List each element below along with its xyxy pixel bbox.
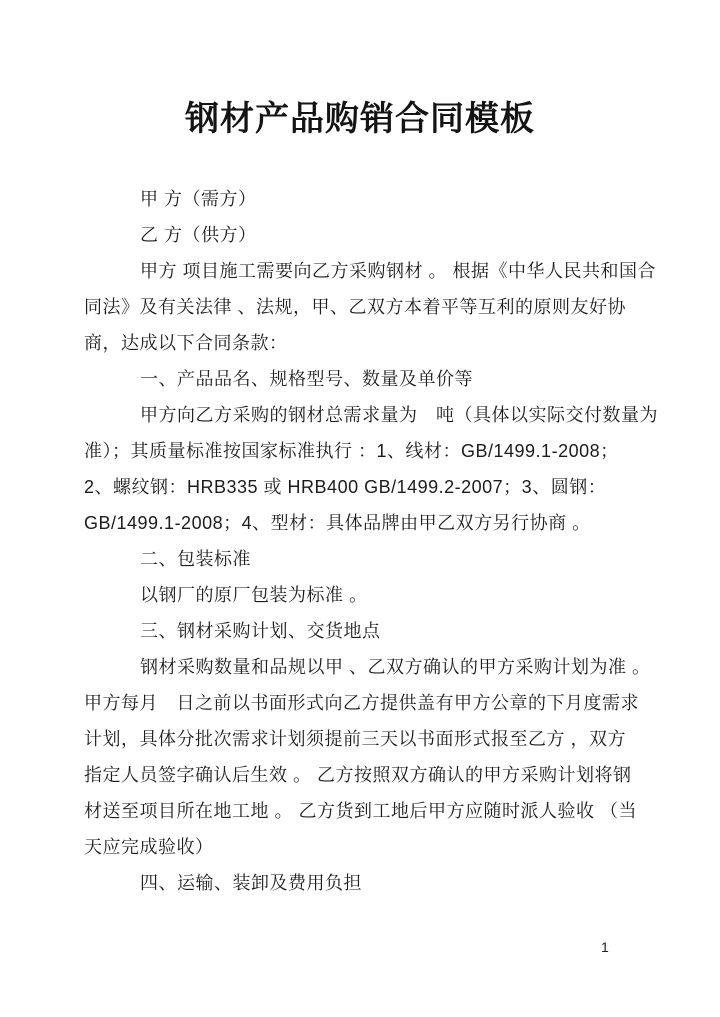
text-line: 指定人员签字确认后生效 。 乙方按照双方确认的甲方采购计划将钢 — [84, 765, 632, 785]
party-a-line — [84, 181, 654, 217]
clause-1-body — [84, 397, 658, 541]
clause-4-heading — [84, 865, 654, 901]
document-body — [84, 181, 658, 901]
text-line: 同法》及有关法律 、法规，甲、乙双方本着平等互利的原则友好协 — [84, 297, 626, 317]
text-line: 钢材采购数量和品规以甲 、乙双方确认的甲方采购计划为准 。 — [140, 657, 651, 677]
document-title: 钢材产品购销合同模板 — [185, 100, 535, 138]
preamble — [84, 253, 657, 361]
text-line: GB/1499.1-2008；4、型材：具体品牌由甲乙双方另行协商 。 — [84, 513, 591, 533]
text-line: 四、运输、装卸及费用负担 — [140, 873, 362, 893]
text-line: 甲方每月 日之前以书面形式向乙方提供盖有甲方公章的下月度需求 — [84, 693, 639, 713]
text-line: 乙 方（供方） — [140, 225, 257, 245]
text-line: 2、螺纹钢：HRB335 或 HRB400 GB/1499.2-2007；3、圆钢： — [84, 477, 607, 497]
text-line: 材送至项目所在地工地 。 乙方货到工地后甲方应随时派人验收 （当 — [84, 801, 637, 821]
text-line: 以钢厂的原厂包装为标准 。 — [140, 585, 368, 605]
clause-2-body — [84, 577, 654, 613]
text-line: 准）；其质量标准按国家标准执行 ：1、线材：GB/1499.1-2008； — [84, 441, 619, 461]
text-line: 天应完成验收） — [84, 837, 214, 857]
clause-3-body — [84, 649, 654, 865]
text-line: 一、产品品名、规格型号、数量及单价等 — [140, 369, 473, 389]
page-number: 1 — [601, 939, 609, 955]
text-line: 甲方 项目施工需要向乙方采购钢材 。 根据《中华人民共和国合 — [140, 261, 657, 281]
text-line: 三、钢材采购计划、交货地点 — [140, 621, 381, 641]
party-b-line — [84, 217, 654, 253]
text-line: 甲方向乙方采购的钢材总需求量为 吨（具体以实际交付数量为 — [140, 405, 658, 425]
clause-1-heading — [84, 361, 654, 397]
text-line: 二、包装标准 — [140, 549, 251, 569]
clause-2-heading — [84, 541, 654, 577]
text-line: 商，达成以下合同条款： — [84, 333, 288, 353]
clause-3-heading — [84, 613, 654, 649]
text-line: 甲 方（需方） — [140, 189, 257, 209]
text-line: 计划，具体分批次需求计划须提前三天以书面形式报至乙方 ，双方 — [84, 729, 626, 749]
